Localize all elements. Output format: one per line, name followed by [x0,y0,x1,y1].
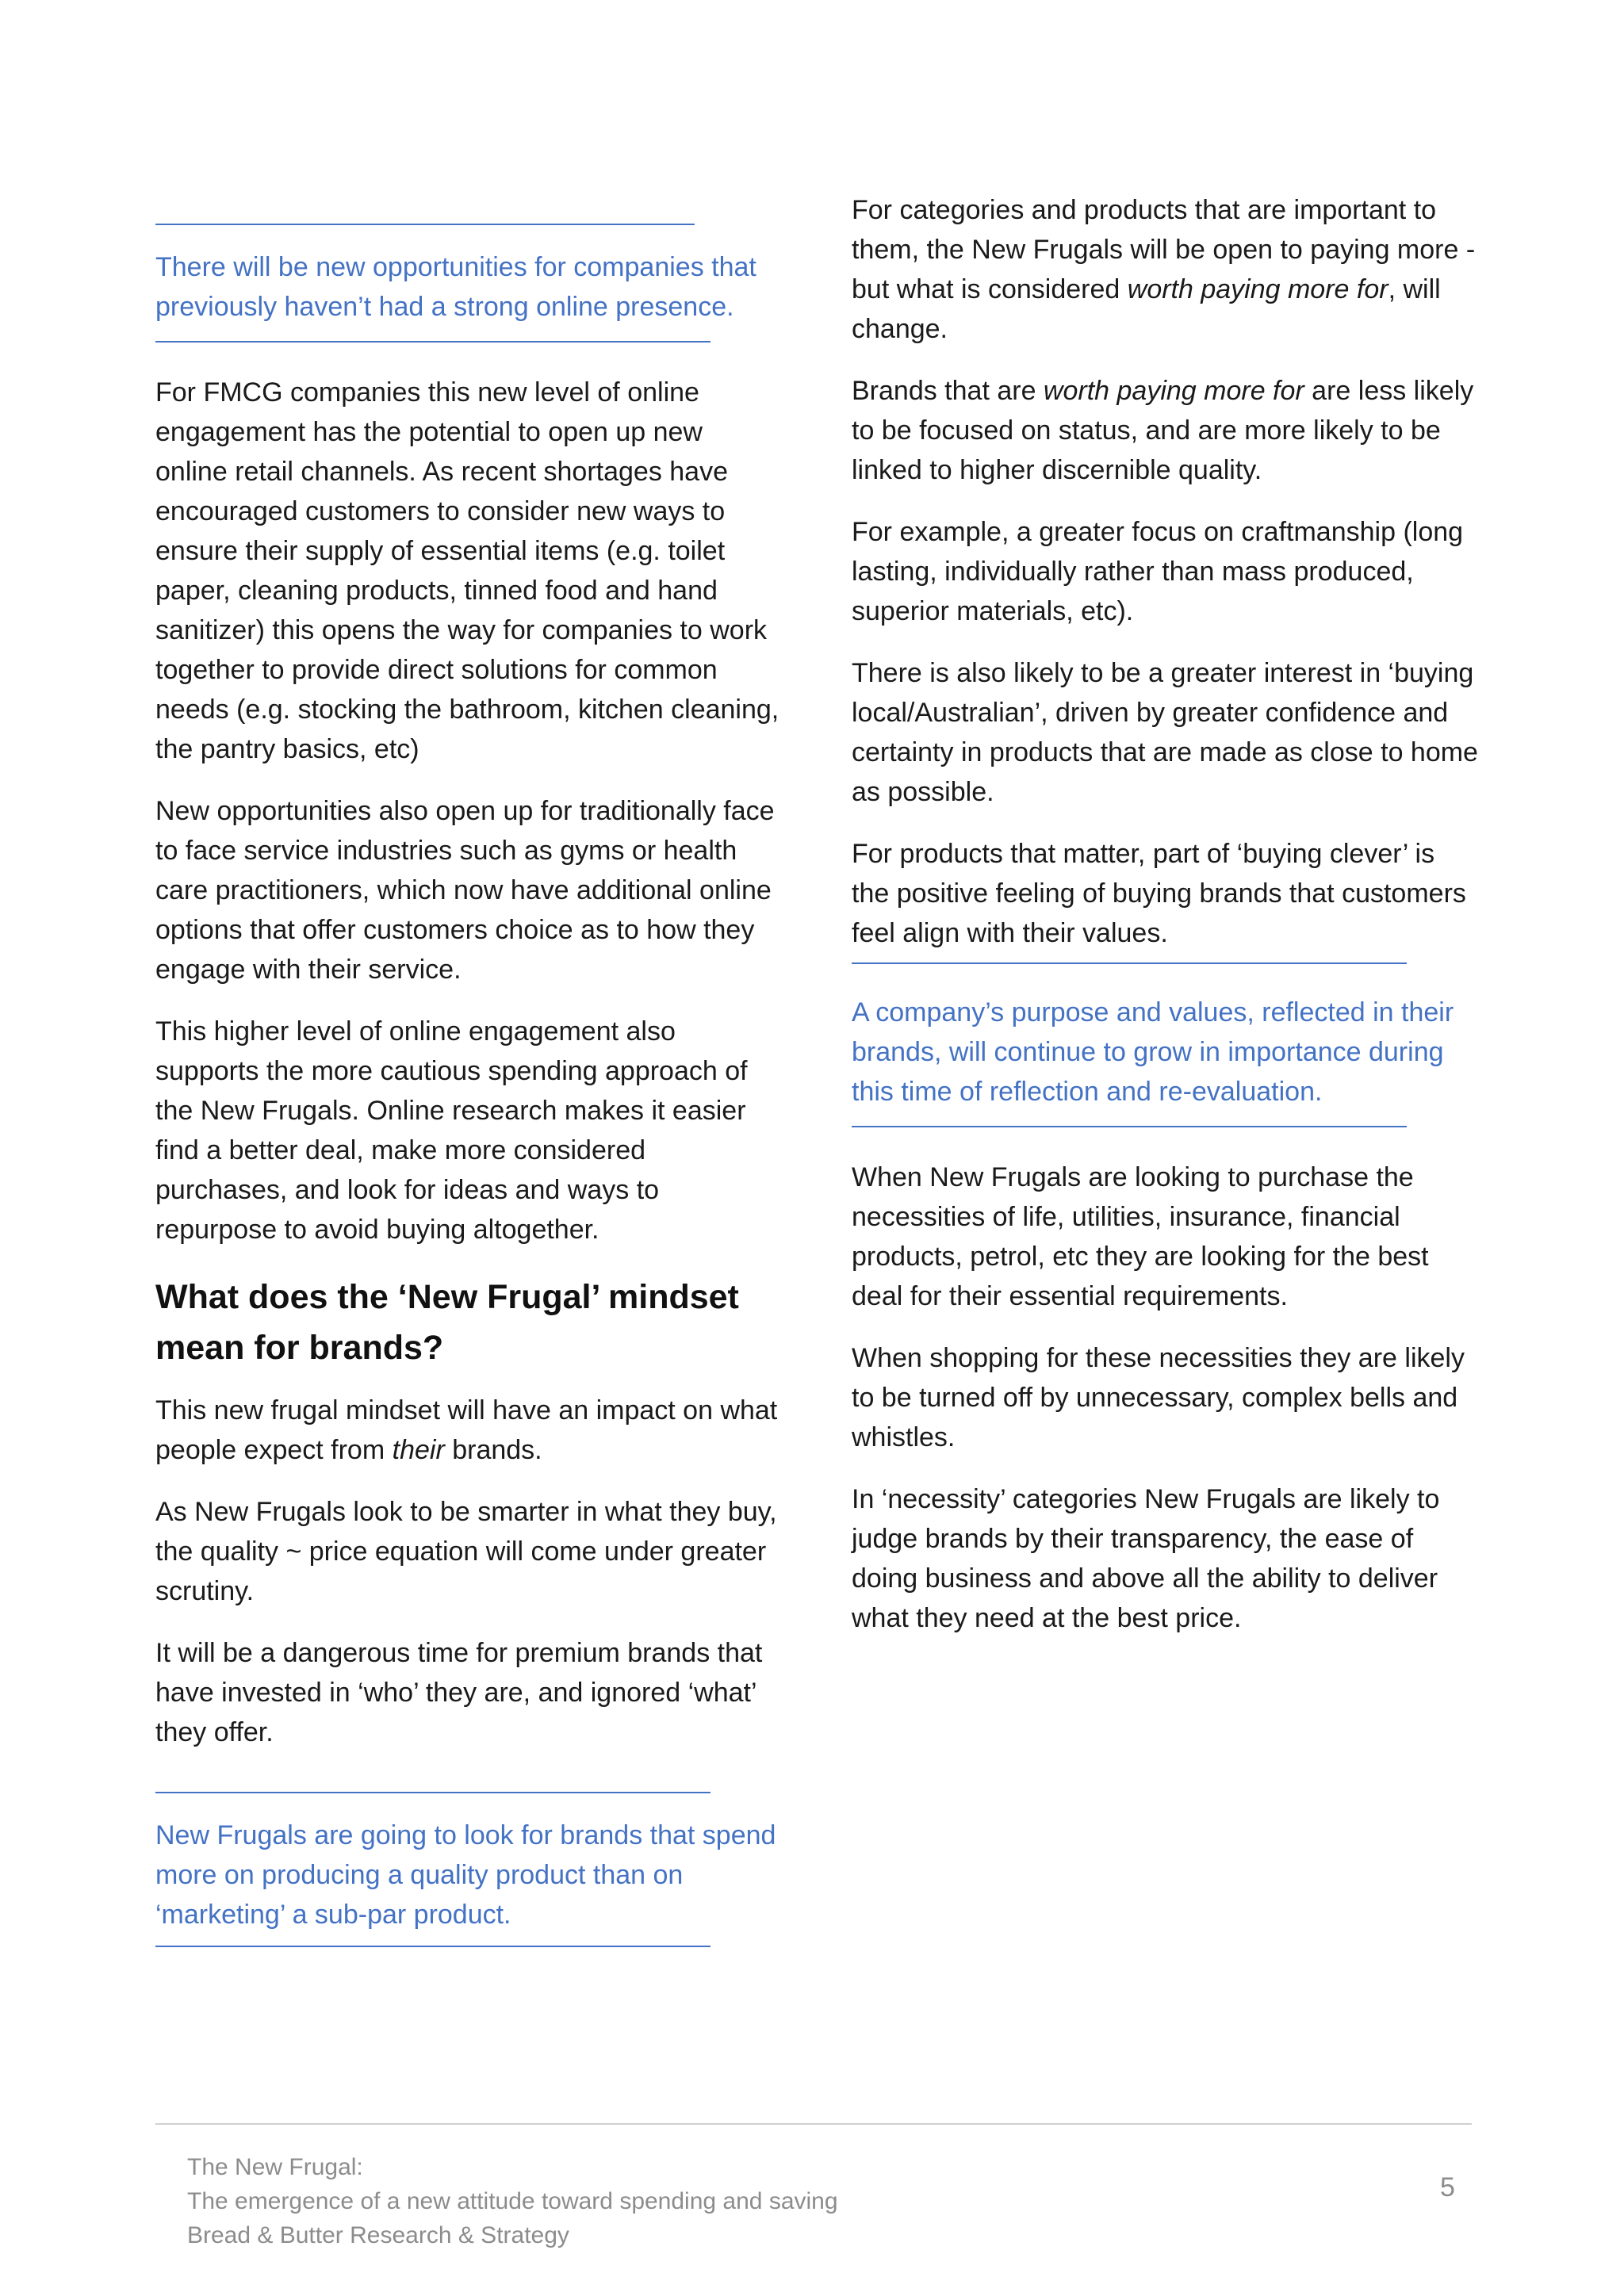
paragraph: It will be a dangerous time for premium brands that have invested in ‘who’ they are, and ignored ‘what’ they offer. [155,1638,763,1747]
page-number: 5 [1440,2172,1455,2202]
pull-quote: New Frugals are going to look for brands that spend more on producing a quality product than on ‘marketing’ a sub-par product. [155,1820,776,1930]
paragraph: There is also likely to be a greater interest in ‘buying local/Australian’, driven by greater confidence and certainty in products that are made as close to home as possible. [852,658,1478,807]
pull-quote-rule [155,1792,710,1793]
footer-divider [155,2123,1472,2125]
paragraph: For example, a greater focus on craftmanship (long lasting, individually rather than mass produced, superior materials, etc). [852,517,1464,626]
footer-subtitle: The emergence of a new attitude toward spending and saving [187,2188,838,2214]
paragraph: New opportunities also open up for traditionally face to face service industries such as gyms or health care practitioners, which now have additional online options that offer customers choice as to how they engage with their service. [155,796,775,985]
paragraph: When shopping for these necessities they are likely to be turned off by unnecessary, complex bells and whistles. [852,1343,1465,1452]
pull-quote-rule [852,962,1407,964]
paragraph: This new frugal mindset will have an impact on what people expect from their brands. [155,1395,778,1465]
footer-title: The New Frugal: [187,2154,363,2180]
paragraph: As New Frugals look to be smarter in what they buy, the quality ~ price equation will come under greater scrutiny. [155,1497,777,1606]
paragraph: For categories and products that are important to them, the New Frugals will be open to paying more - but what is considered worth paying more for, will change. [852,195,1476,344]
paragraph: When New Frugals are looking to purchase the necessities of life, utilities, insurance, financial products, petrol, etc they are looking for the best deal for their essential requirements. [852,1162,1429,1311]
right-column [852,190,1478,1660]
paragraph: In ‘necessity’ categories New Frugals are likely to judge brands by their transparency, the ease of doing business and above all the ability to deliver what they need at the best price. [852,1484,1440,1633]
pull-quote-rule [852,1126,1407,1127]
footer [187,2150,838,2252]
pull-quote-rule [155,1946,710,1947]
paragraph: This higher level of online engagement also supports the more cautious spending approach of the New Frugals. Online research makes it easier find a better deal, make more considered purchases, and look for ideas and ways to repurpose to avoid buying altogether. [155,1016,748,1245]
left-column [155,190,782,1947]
pull-quote-rule [155,341,710,342]
paragraph: Brands that are worth paying more for are less likely to be focused on status, and are more likely to be linked to higher discernible quality. [852,376,1474,485]
section-heading: What does the ‘New Frugal’ mindset mean for brands? [155,1278,739,1367]
footer-company: Bread & Butter Research & Strategy [187,2222,569,2248]
pull-quote: There will be new opportunities for companies that previously haven’t had a strong online presence. [155,252,756,322]
pull-quote-rule [155,224,695,225]
paragraph: For FMCG companies this new level of online engagement has the potential to open up new online retail channels. As recent shortages have encouraged customers to consider new ways to ensure their supply of essential items (e.g. toilet paper, cleaning products, tinned food and hand sanitizer) this opens the way for companies to work together to provide direct solutions for common needs (e.g. stocking the bathroom, kitchen cleaning, the pantry basics, etc) [155,377,779,764]
pull-quote: A company’s purpose and values, reflected in their brands, will continue to grow in importance during this time of reflection and re-evaluation. [852,997,1454,1107]
paragraph: For products that matter, part of ‘buying clever’ is the positive feeling of buying brands that customers feel align with their values. [852,839,1466,948]
